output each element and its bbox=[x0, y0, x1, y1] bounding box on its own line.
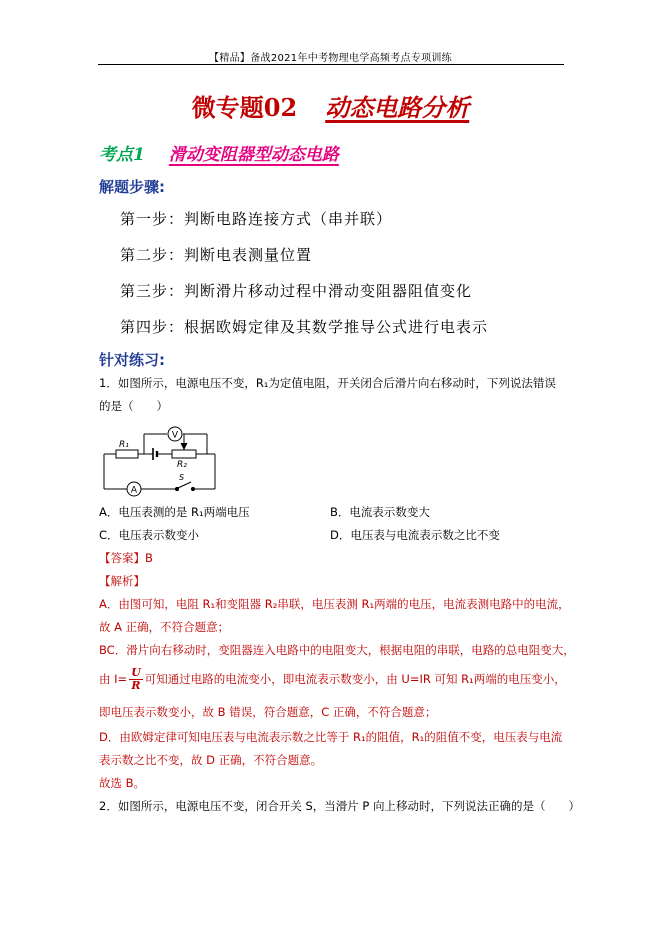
circuit-diagram bbox=[99, 424, 224, 499]
r2-label: R₂ bbox=[177, 460, 187, 470]
analysis-tag-text: 【解析】 bbox=[99, 574, 145, 588]
r1-label: R₁ bbox=[119, 440, 129, 450]
analysis-line: 表示数之比不变，故 D 正确，不符合题意。 bbox=[99, 753, 323, 767]
answer-value: B bbox=[145, 551, 153, 565]
question-1-line-2: 的是（ ） bbox=[99, 399, 168, 413]
question-1-line-1: 1．如图所示，电源电压不变，R₁为定值电阻，开关闭合后滑片向右移动时，下列说法错误 bbox=[99, 376, 556, 390]
option-d: D．电压表与电流表示数之比不变 bbox=[330, 528, 500, 542]
step-item: 第四步：根据欧姆定律及其数学推导公式进行电表示 bbox=[120, 318, 489, 336]
voltmeter-label: V bbox=[171, 430, 179, 441]
question-2-line-1: 2．如图所示，电源电压不变，闭合开关 S，当滑片 P 向上移动时，下列说法正确的是（ ） bbox=[99, 799, 581, 813]
kaodian-label: 考点1 bbox=[99, 145, 145, 165]
kaodian-title: 滑动变阻器型动态电路 bbox=[168, 145, 339, 165]
title-main: 微专题02 bbox=[191, 93, 298, 122]
analysis-line-formula bbox=[99, 664, 569, 694]
switch-label: S bbox=[179, 473, 185, 482]
ohm-law-fraction bbox=[129, 667, 143, 692]
analysis-text: 可知通过电路的电流变小，即电流表示数变小，由 U=IR 可知 R₁两端的电压变小， bbox=[144, 672, 566, 686]
page-header: 【精品】备战2021年中考物理电学高频考点专项训练 bbox=[209, 53, 452, 64]
option-a: A．电压表测的是 R₁两端电压 bbox=[99, 505, 250, 519]
ammeter-label: A bbox=[130, 485, 138, 496]
header-divider bbox=[98, 64, 564, 65]
answer-line bbox=[99, 549, 153, 568]
answer-tag: 【答案】 bbox=[99, 551, 145, 565]
analysis-line: A．由图可知，电阻 R₁和变阻器 R₂串联，电压表测 R₁两端的电压，电流表测电路中的电流， bbox=[99, 597, 570, 611]
fraction-denominator: R bbox=[131, 679, 141, 692]
steps-heading: 解题步骤: bbox=[99, 178, 165, 196]
page-title bbox=[0, 88, 661, 123]
analysis-line: 故 A 正确，不符合题意； bbox=[99, 620, 230, 634]
step-item: 第三步：判断滑片移动过程中滑动变阻器阻值变化 bbox=[120, 282, 473, 300]
step-item: 第一步：判断电路连接方式（串并联） bbox=[120, 210, 393, 228]
option-c: C．电压表示数变小 bbox=[99, 528, 200, 542]
analysis-line: BC．滑片向右移动时，变阻器连入电路中的电阻变大，根据电阻的串联，电路的总电阻变大， bbox=[99, 643, 575, 657]
step-item: 第二步：判断电表测量位置 bbox=[120, 246, 313, 264]
resistor-r1-symbol bbox=[116, 450, 138, 458]
rheostat-r2-symbol bbox=[172, 450, 196, 458]
analysis-text: 由 I= bbox=[99, 672, 128, 686]
analysis-line: 即电压表示数变小，故 B 错误，符合题意，C 正确，不符合题意； bbox=[99, 705, 437, 719]
switch-symbol bbox=[178, 482, 191, 488]
option-b: B．电流表示数变大 bbox=[330, 505, 430, 519]
fraction-numerator: U bbox=[131, 666, 141, 679]
title-sub: 动态电路分析 bbox=[325, 93, 470, 122]
analysis-line: D．由欧姆定律可知电压表与电流表示数之比等于 R₁的阻值，R₁的阻值不变，电压表与电流 bbox=[99, 730, 563, 744]
analysis-tag bbox=[99, 572, 145, 591]
kaodian-heading bbox=[99, 140, 339, 165]
analysis-conclusion: 故选 B。 bbox=[99, 776, 146, 790]
practice-heading: 针对练习: bbox=[99, 351, 165, 369]
